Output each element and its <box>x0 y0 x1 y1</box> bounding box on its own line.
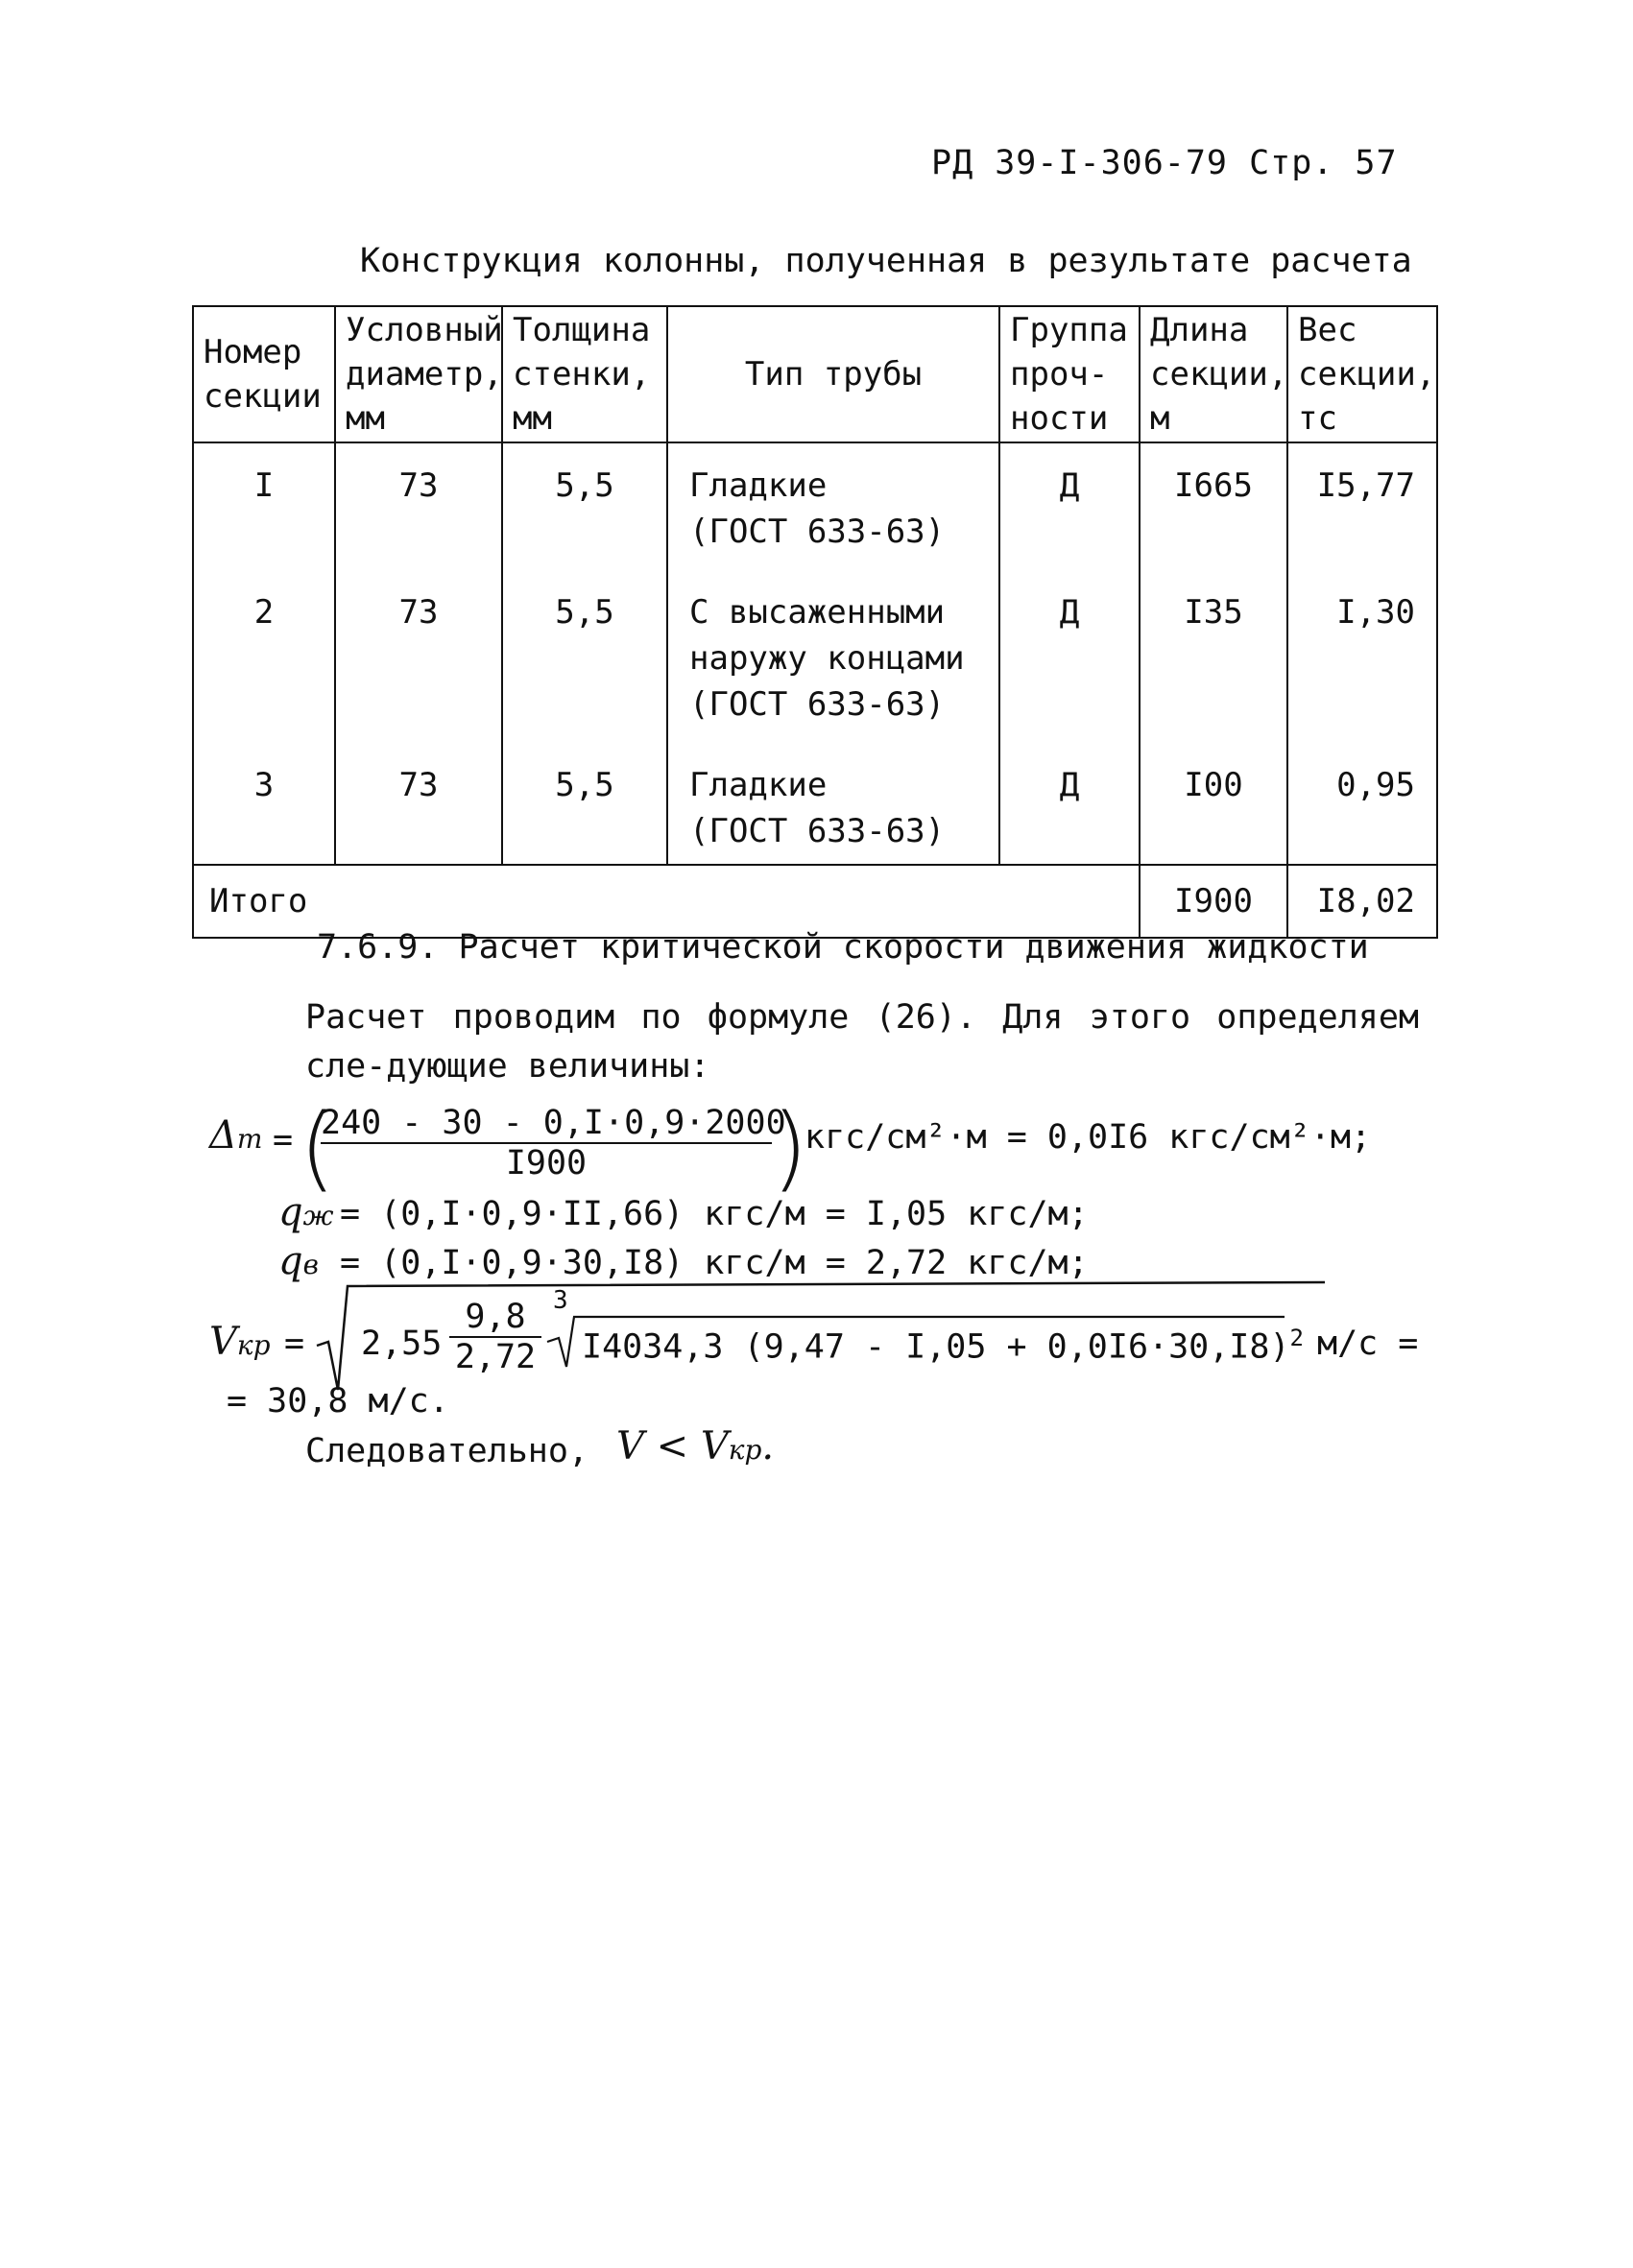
header-nominal-diameter: Условный диаметр, мм <box>335 306 502 442</box>
q-v-expression: = (0,I·0,9·30,I8) кгс/м = 2,72 кгс/м; <box>340 1244 1089 1282</box>
cell-diameter: 73 <box>335 570 502 743</box>
total-length: I900 <box>1140 865 1287 938</box>
v-coefficient: 2,55 <box>361 1325 443 1363</box>
v-result: = 30,8 м/с. <box>227 1382 449 1420</box>
header-section-weight: Вес секции, тс <box>1287 306 1437 442</box>
delta-unit: кгс/см²·м = 0,0I6 кгс/см²·м; <box>804 1118 1372 1157</box>
cell-wall: 5,5 <box>502 570 667 743</box>
v-critical-symbol: Vкр <box>209 1320 271 1364</box>
cell-length: I35 <box>1140 570 1287 743</box>
cell-length: I665 <box>1140 442 1287 570</box>
section-intro: Расчет проводим по формуле (26). Для этого определяем сле-дующие величины: <box>305 998 1419 1086</box>
section-title: 7.6.9. Расчет критической скорости движения жидкости <box>317 928 1369 967</box>
header-wall-thickness: Толщина стенки, мм <box>502 306 667 442</box>
cell-weight: I,30 <box>1287 570 1437 743</box>
cell-wall: 5,5 <box>502 743 667 865</box>
q-zh-symbol: qж <box>278 1190 334 1234</box>
cell-section-number: I <box>193 442 335 570</box>
cell-pipe-type: С высаженными наружу концами (ГОСТ 633-63) <box>667 570 999 743</box>
conclusion-expression: V < Vкр. <box>616 1424 775 1468</box>
q-v-symbol: qв <box>278 1239 319 1283</box>
v-fraction-numerator: 9,8 <box>465 1298 526 1336</box>
delta-right-paren: ) <box>772 1094 808 1202</box>
cell-wall: 5,5 <box>502 442 667 570</box>
cell-weight: I5,77 <box>1287 442 1437 570</box>
delta-equals: = <box>273 1121 294 1159</box>
header-section-length: Длина секции, м <box>1140 306 1287 442</box>
delta-left-paren: ( <box>300 1094 336 1202</box>
delta-denominator: I900 <box>505 1144 588 1182</box>
cell-group: Д <box>999 442 1140 570</box>
header-strength-group: Группа проч-ности <box>999 306 1140 442</box>
cell-length: I00 <box>1140 743 1287 865</box>
delta-symbol: Δт <box>209 1113 263 1158</box>
cell-diameter: 73 <box>335 743 502 865</box>
cell-section-number: 3 <box>193 743 335 865</box>
q-zh-expression: = (0,I·0,9·II,66) кгс/м = I,05 кгс/м; <box>340 1195 1089 1233</box>
cell-pipe-type: Гладкие (ГОСТ 633-63) <box>667 442 999 570</box>
total-weight: I8,02 <box>1287 865 1437 938</box>
v-critical-equals: = <box>284 1325 305 1363</box>
conclusion-label: Следовательно, <box>305 1432 589 1470</box>
cell-diameter: 73 <box>335 442 502 570</box>
header-section-number: Номер секции <box>193 306 335 442</box>
v-root-index: 3 <box>553 1286 568 1315</box>
cell-group: Д <box>999 743 1140 865</box>
v-unit: м/с = <box>1317 1325 1419 1363</box>
v-inner-expression: I4034,3 $(9,47 - I,05 + 0,0I6\cdot 30,I8)^2$ <box>582 1325 1304 1367</box>
cell-weight: 0,95 <box>1287 743 1437 865</box>
page-header: РД 39-I-306-79 Стр. 57 <box>931 144 1398 182</box>
cell-group: Д <box>999 570 1140 743</box>
table-caption: Конструкция колонны, полученная в результате расчета <box>360 242 1412 280</box>
v-fraction-denominator: 2,72 <box>454 1338 537 1376</box>
v-fraction <box>449 1298 541 1376</box>
cell-pipe-type: Гладкие (ГОСТ 633-63) <box>667 743 999 865</box>
delta-numerator: 240 - 30 - 0,I·0,9·2000 <box>321 1104 786 1142</box>
header-pipe-type: Тип трубы <box>667 306 999 442</box>
cell-section-number: 2 <box>193 570 335 743</box>
total-label: Итого <box>193 865 1140 938</box>
